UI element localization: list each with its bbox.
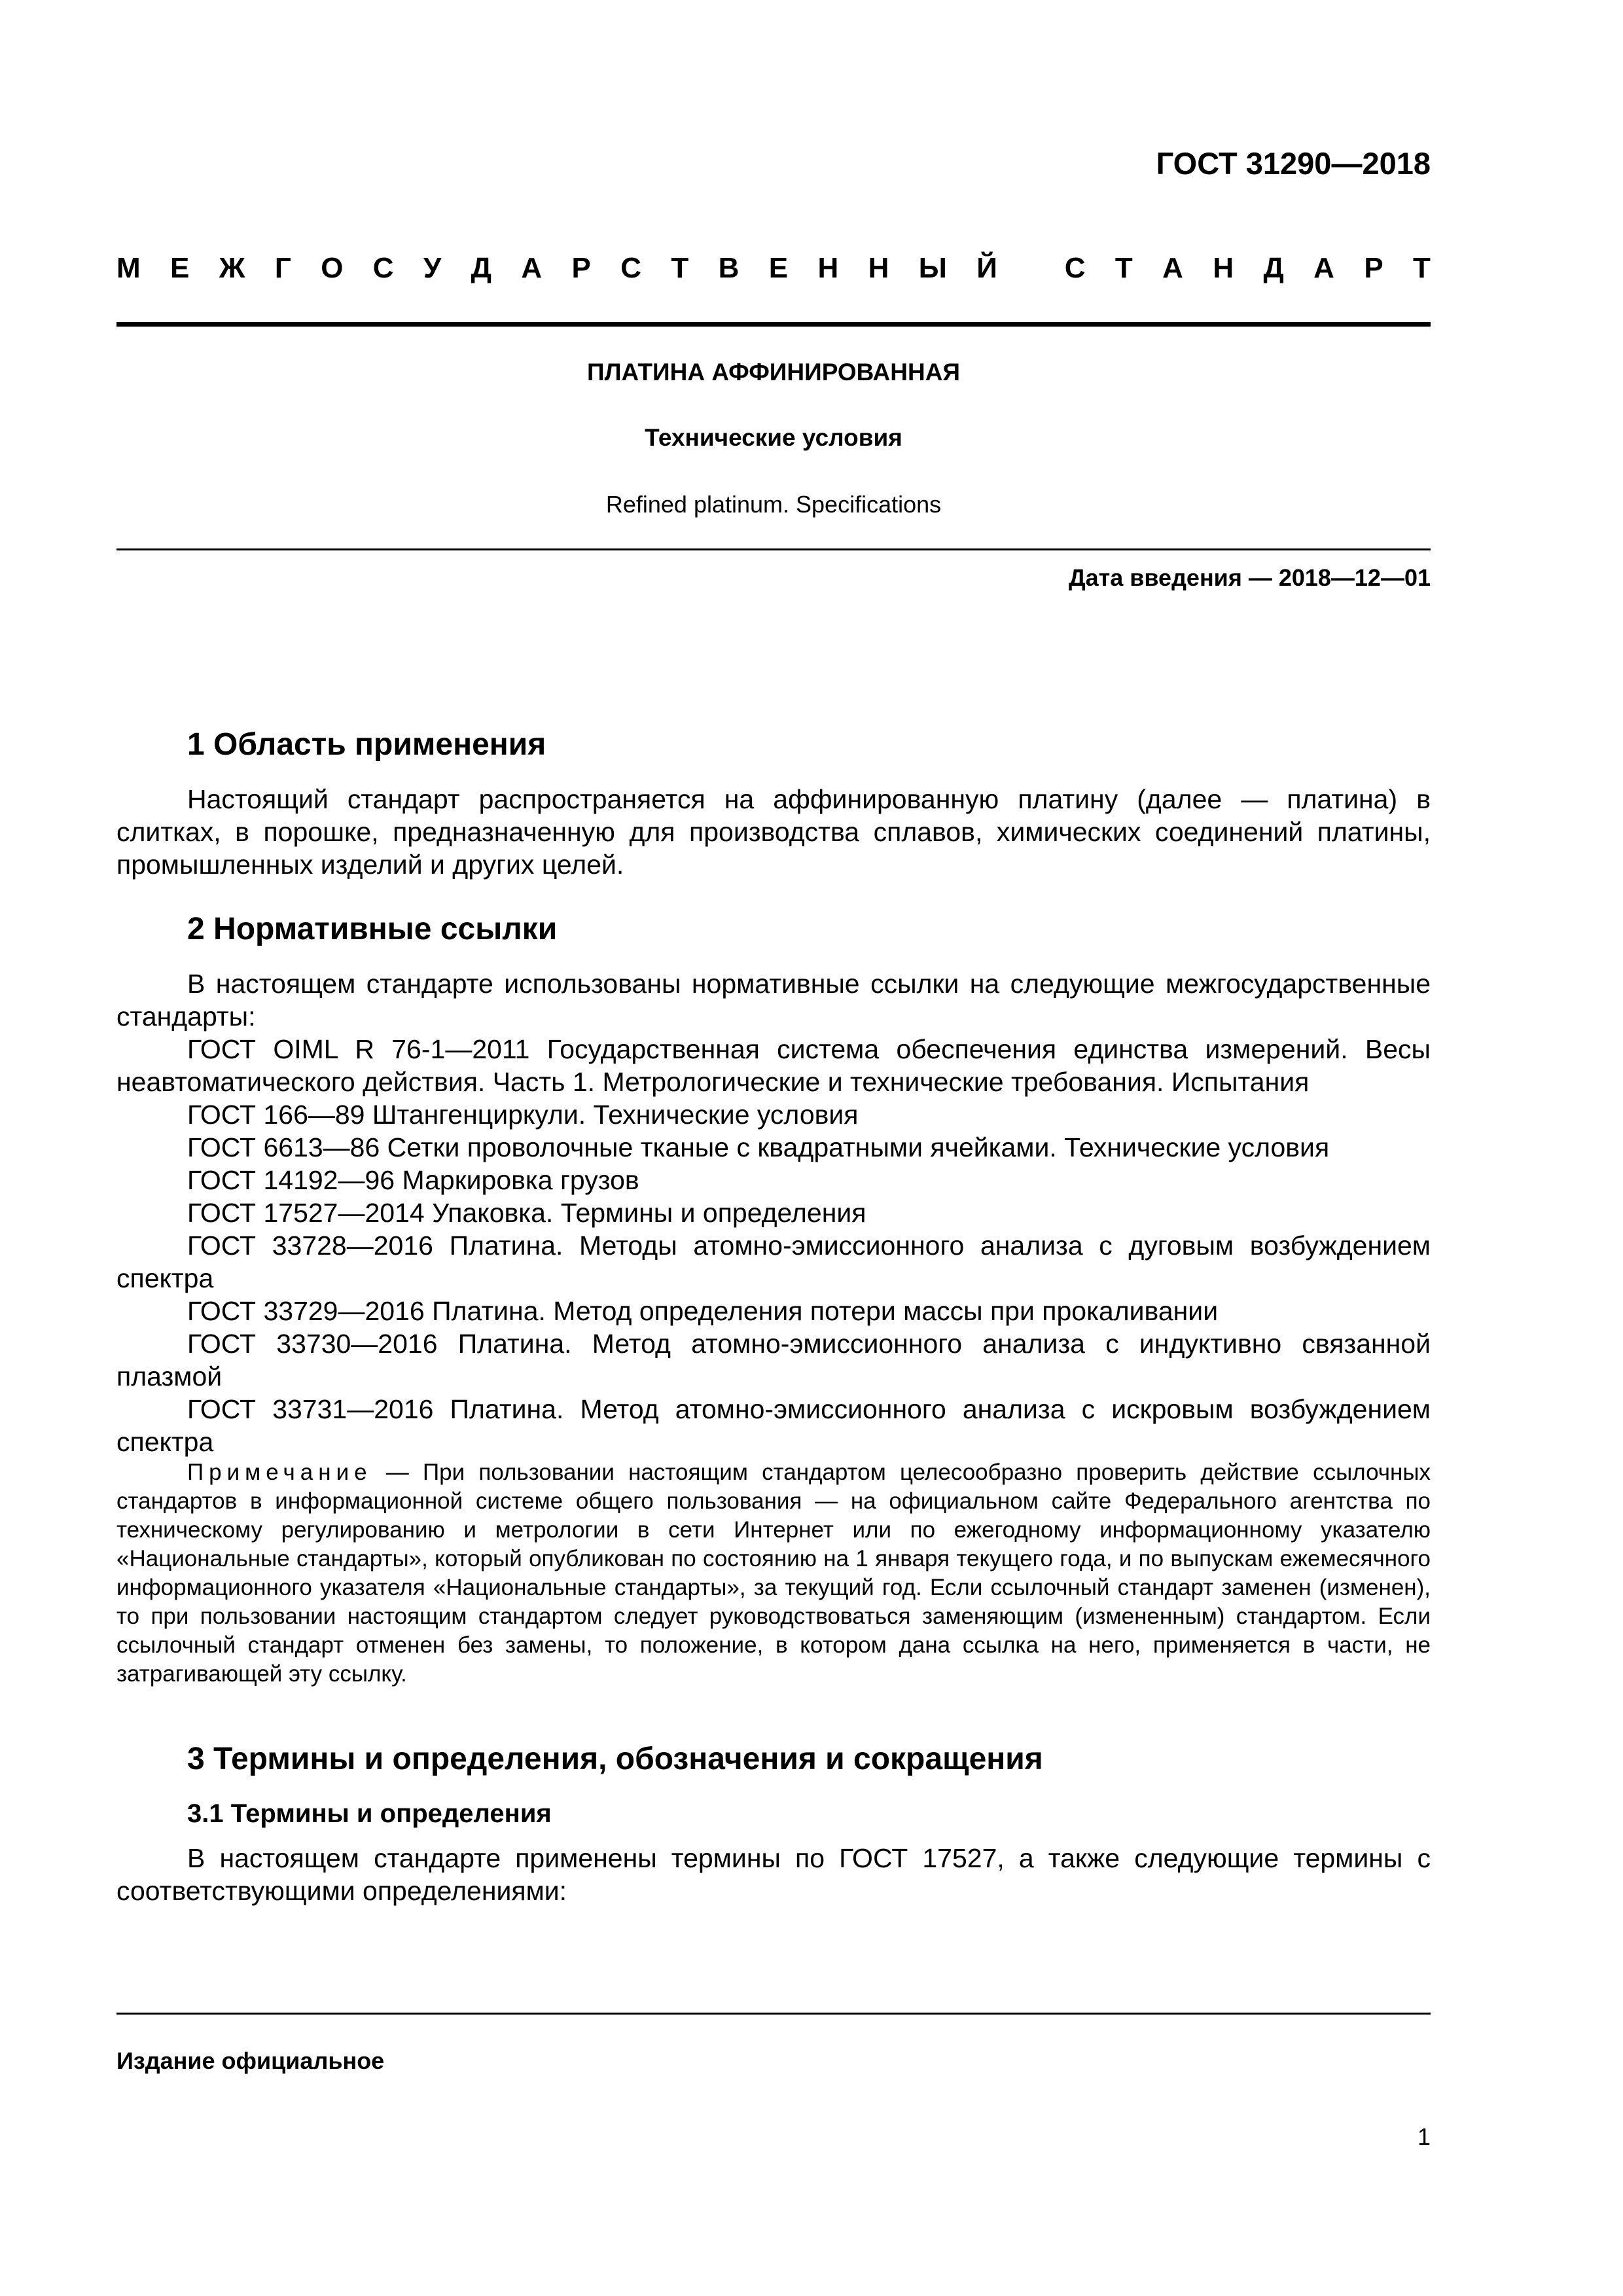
- section-paragraph: Настоящий стандарт распространяется на аффинированную платину (далее — платина) в слитках, в порошке, предназначенную для производства сплавов, химических соединений платины, промышленных изделий и других целей.: [116, 784, 1431, 880]
- interstate-standard-label: [116, 252, 1431, 285]
- interstate-letter: Й: [976, 252, 997, 284]
- english-title: Refined platinum. Specifications: [605, 491, 942, 518]
- section-heading: 1 Область применения: [187, 727, 546, 762]
- page-number: 1: [1417, 2123, 1431, 2150]
- section-paragraph: В настоящем стандарте использованы нормативные ссылки на следующие межгосударственные стандарты:: [116, 969, 1431, 1031]
- interstate-letter: М: [116, 252, 141, 284]
- document-body: [116, 726, 1431, 1937]
- interstate-letter: С: [1064, 252, 1086, 284]
- document-subtitle: Технические условия: [645, 424, 902, 451]
- reference-item: ГОСТ 17527—2014 Упаковка. Термины и определения: [187, 1198, 866, 1228]
- note-text: — При пользовании настоящим стандартом целесообразно проверить действие ссылочных стандартов в информационной системе общего пользования — на официальном сайте Федерального агентства по техническому регулированию и метрологии в сети Интернет или по ежегодному информационному указателю «Национальные стандарты», который опубликован по состоянию на 1 января текущего года, и по выпускам ежемесячного информационного указателя «Национальные стандарты», за текущий год. Если ссылочный стандарт заменен (изменен), то при пользовании настоящим стандартом следует руководствоваться заменяющим (измененным) стандартом. Если ссылочный стандарт отменен без замены, то положение, в котором дана ссылка на него, применяется в части, не затрагивающей эту ссылку.: [116, 1460, 1431, 1687]
- interstate-letter: Н: [1213, 252, 1234, 284]
- footer-rule: [116, 2013, 1431, 2015]
- interstate-letter: Ж: [219, 252, 245, 284]
- reference-item: ГОСТ 166—89 Штангенциркули. Технические условия: [187, 1100, 859, 1130]
- interstate-letter: А: [521, 252, 543, 284]
- reference-item: ГОСТ 6613—86 Сетки проволочные тканые с квадратными ячейками. Технические условия: [187, 1132, 1330, 1162]
- interstate-letter: Ы: [918, 252, 947, 284]
- section-paragraph: В настоящем стандарте применены термины по ГОСТ 17527, а также следующие термины с соответствующими определениями:: [116, 1843, 1431, 1906]
- subsection-heading: 3.1 Термины и определения: [187, 1799, 552, 1828]
- section-terms: [116, 1741, 1431, 1907]
- interstate-letter: Т: [671, 252, 689, 284]
- interstate-letter: Н: [868, 252, 889, 284]
- reference-item: ГОСТ 33730—2016 Платина. Метод атомно-эмиссионного анализа с индуктивно связанной плазмой: [116, 1329, 1431, 1391]
- interstate-letter: О: [321, 252, 344, 284]
- section-scope: [116, 726, 1431, 881]
- edition-label: Издание официальное: [116, 2047, 385, 2074]
- interstate-letter: Г: [274, 252, 291, 284]
- reference-item: ГОСТ 33731—2016 Платина. Метод атомно-эмиссионного анализа с искровым возбуждением спектра: [116, 1394, 1431, 1457]
- document-title: ПЛАТИНА АФФИНИРОВАННАЯ: [586, 359, 961, 386]
- introduction-date: Дата введения — 2018—12—01: [1068, 564, 1431, 591]
- interstate-letter: У: [423, 252, 442, 284]
- interstate-letter: Т: [1413, 252, 1431, 284]
- interstate-letter: Р: [571, 252, 591, 284]
- note-label: Примечание: [187, 1460, 372, 1485]
- interstate-letter: Е: [768, 252, 789, 284]
- note: [116, 1458, 1431, 1689]
- title-rule: [116, 548, 1431, 550]
- interstate-letter: [1027, 252, 1035, 285]
- interstate-letter: С: [372, 252, 394, 284]
- reference-item: ГОСТ 33729—2016 Платина. Метод определения потери массы при прокаливании: [187, 1296, 1219, 1326]
- section-heading: 3 Термины и определения, обозначения и сокращения: [187, 1742, 1043, 1776]
- interstate-letter: Д: [471, 252, 492, 284]
- section-heading: 2 Нормативные ссылки: [187, 912, 558, 946]
- interstate-letter: Д: [1263, 252, 1284, 284]
- interstate-letter: А: [1313, 252, 1334, 284]
- interstate-letter: Н: [817, 252, 839, 284]
- interstate-letter: Т: [1115, 252, 1133, 284]
- reference-item: ГОСТ OIML R 76-1—2011 Государственная система обеспечения единства измерений. Весы неавтоматического действия. Часть 1. Метрологические и технические требования. Испытания: [116, 1034, 1431, 1097]
- reference-list: [116, 1033, 1431, 1458]
- interstate-letter: Р: [1364, 252, 1383, 284]
- reference-item: ГОСТ 14192—96 Маркировка грузов: [187, 1165, 639, 1195]
- section-normative-references: [116, 911, 1431, 1689]
- standard-number: ГОСТ 31290—2018: [1156, 146, 1431, 181]
- header-rule: [116, 322, 1431, 327]
- interstate-letter: А: [1162, 252, 1183, 284]
- reference-item: ГОСТ 33728—2016 Платина. Методы атомно-эмиссионного анализа с дуговым возбуждением спектра: [116, 1230, 1431, 1293]
- interstate-letter: С: [620, 252, 642, 284]
- interstate-letter: В: [718, 252, 740, 284]
- interstate-letter: Е: [170, 252, 190, 284]
